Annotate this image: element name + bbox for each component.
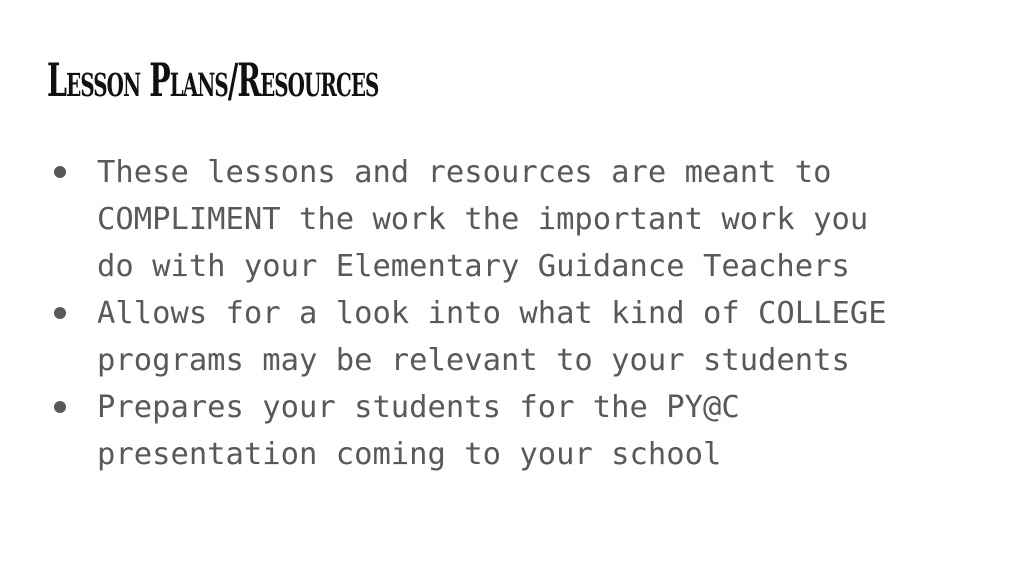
- bullet-item-1: [54, 149, 994, 290]
- bullet-line: programs may be relevant to your students: [97, 343, 850, 378]
- bullet-line: COMPLIMENT the work the important work you: [97, 202, 869, 237]
- bullet-dot-icon: [54, 307, 66, 319]
- bullet-item-2: [54, 290, 994, 384]
- bullet-line: Allows for a look into what kind of COLLEGE: [97, 296, 887, 331]
- slide-title: Lesson Plans/Resources: [47, 53, 379, 107]
- bullet-line: presentation coming to your school: [97, 437, 722, 472]
- bullet-list: [54, 149, 994, 478]
- bullet-line: These lessons and resources are meant to: [97, 155, 832, 190]
- bullet-line: do with your Elementary Guidance Teachers: [97, 249, 850, 284]
- bullet-line: Prepares your students for the PY@C: [97, 390, 740, 425]
- bullet-dot-icon: [54, 166, 66, 178]
- bullet-item-3: [54, 384, 994, 478]
- bullet-dot-icon: [54, 401, 66, 413]
